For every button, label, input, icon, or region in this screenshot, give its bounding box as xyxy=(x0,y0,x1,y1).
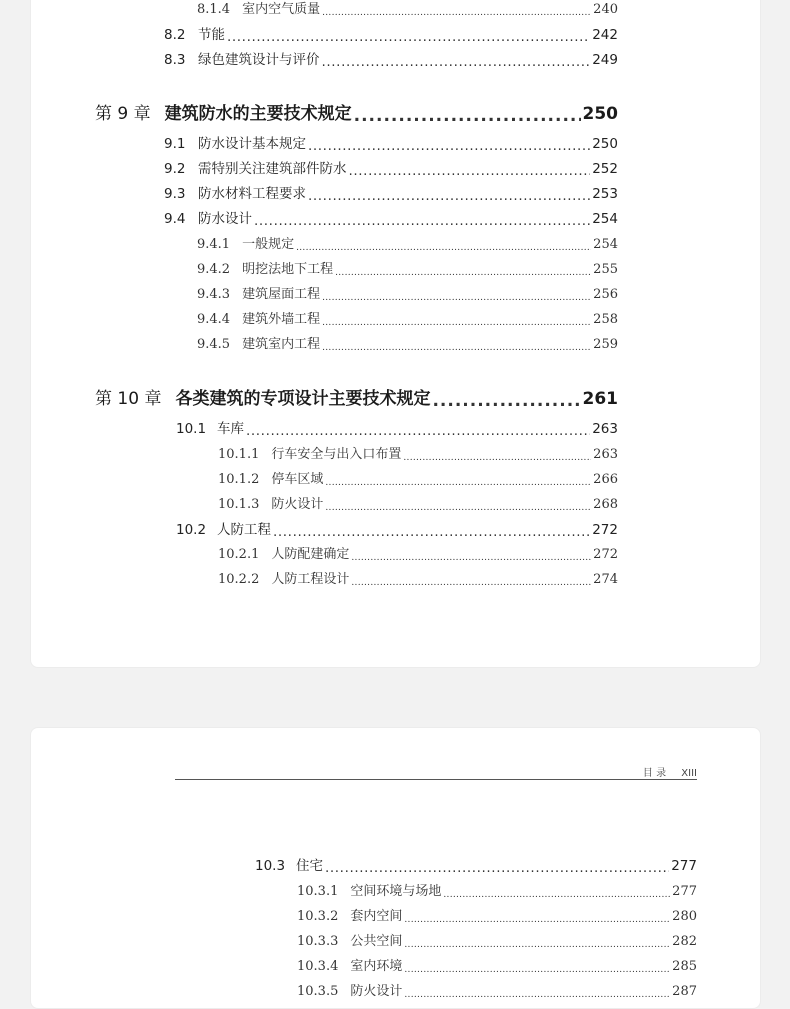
dot-leader xyxy=(404,936,670,949)
dot-leader xyxy=(227,29,590,43)
toc-title: 需特别关注建筑部件防水 xyxy=(198,161,347,177)
toc-page-number: 240 xyxy=(593,2,618,17)
toc-row[interactable] xyxy=(197,283,618,302)
toc-number: 10.3.4 xyxy=(297,959,339,974)
toc-number: 10.3.2 xyxy=(297,909,339,924)
toc-page-number: 277 xyxy=(672,884,697,899)
toc-chapter-row[interactable] xyxy=(95,384,618,409)
running-header xyxy=(175,764,697,780)
chapter-title: 各类建筑的专项设计主要技术规定 xyxy=(175,389,431,409)
toc-number: 10.2 xyxy=(176,522,207,538)
toc-page-number: 249 xyxy=(592,52,618,68)
toc-title: 室内空气质量 xyxy=(242,2,321,17)
toc-title: 人防配建确定 xyxy=(271,547,350,562)
dot-leader xyxy=(273,524,590,538)
toc-number: 9.4.1 xyxy=(197,237,231,252)
toc-row[interactable] xyxy=(218,543,618,562)
toc-title: 停车区域 xyxy=(271,472,324,487)
toc-title: 人防工程 xyxy=(217,522,271,538)
toc-row[interactable] xyxy=(197,333,618,352)
toc-row[interactable] xyxy=(164,157,618,177)
toc-number: 8.2 xyxy=(164,27,186,43)
toc-title: 公共空间 xyxy=(350,934,403,949)
toc-page-number: 285 xyxy=(672,959,697,974)
toc-row[interactable] xyxy=(297,905,697,924)
toc-number: 9.3 xyxy=(164,186,186,202)
toc-number: 10.2.1 xyxy=(218,547,260,562)
toc-title: 防水材料工程要求 xyxy=(198,186,306,202)
toc-page-number: 259 xyxy=(593,337,618,352)
dot-leader xyxy=(354,106,581,123)
toc-title: 防水设计基本规定 xyxy=(198,136,306,152)
toc-title: 室内环境 xyxy=(350,959,403,974)
toc-number: 8.3 xyxy=(164,52,186,68)
toc-title: 明挖法地下工程 xyxy=(242,262,334,277)
dot-leader xyxy=(325,499,591,512)
toc-page-number: 254 xyxy=(593,237,618,252)
header-label: 目 录 xyxy=(642,768,667,779)
toc-row[interactable] xyxy=(218,493,618,512)
toc-page-number: 272 xyxy=(592,522,618,538)
toc-row[interactable] xyxy=(297,955,697,974)
toc-title: 防火设计 xyxy=(350,984,403,999)
dot-leader xyxy=(403,449,591,462)
dot-leader xyxy=(246,423,590,437)
toc-row[interactable] xyxy=(197,258,618,277)
toc-title: 防水设计 xyxy=(198,211,252,227)
toc-page-number: 272 xyxy=(593,547,618,562)
toc-title: 一般规定 xyxy=(242,237,295,252)
toc-row[interactable] xyxy=(164,132,618,152)
dot-leader xyxy=(254,213,590,227)
toc-row[interactable] xyxy=(218,568,618,587)
toc-row[interactable] xyxy=(197,233,618,252)
dot-leader xyxy=(322,339,591,352)
toc-page-number: 274 xyxy=(593,572,618,587)
toc-row[interactable] xyxy=(164,182,618,202)
toc-row[interactable] xyxy=(297,880,697,899)
toc-page-number: 263 xyxy=(593,447,618,462)
toc-number: 9.2 xyxy=(164,161,186,177)
toc-number: 10.1.3 xyxy=(218,497,260,512)
toc-row[interactable] xyxy=(255,854,697,874)
toc-chapter-row[interactable] xyxy=(95,99,618,124)
toc-row[interactable] xyxy=(164,48,618,68)
toc-number: 9.4 xyxy=(164,211,186,227)
toc-number: 10.3 xyxy=(255,858,286,874)
toc-title: 建筑屋面工程 xyxy=(242,287,321,302)
dot-leader xyxy=(351,549,591,562)
toc-number: 10.1.1 xyxy=(218,447,260,462)
dot-leader xyxy=(404,911,670,924)
toc-page-number: 261 xyxy=(582,389,618,409)
toc-page-number: 280 xyxy=(672,909,697,924)
chapter-title: 建筑防水的主要技术规定 xyxy=(164,104,352,124)
header-page-roman: XIII xyxy=(681,768,697,779)
dot-leader xyxy=(349,163,591,177)
dot-leader xyxy=(322,289,591,302)
toc-page-1 xyxy=(30,0,761,668)
toc-page-number: 277 xyxy=(671,858,697,874)
toc-number: 9.4.5 xyxy=(197,337,231,352)
toc-page-number: 254 xyxy=(592,211,618,227)
toc-title: 节能 xyxy=(198,27,225,43)
toc-page-number: 258 xyxy=(593,312,618,327)
dot-leader xyxy=(308,138,590,152)
toc-page-number: 250 xyxy=(592,136,618,152)
chapter-number: 第 9 章 xyxy=(95,104,151,124)
toc-title: 住宅 xyxy=(296,858,323,874)
dot-leader xyxy=(322,54,591,68)
toc-row[interactable] xyxy=(297,930,697,949)
dot-leader xyxy=(308,188,590,202)
toc-page-number: 268 xyxy=(593,497,618,512)
toc-title: 建筑外墙工程 xyxy=(242,312,321,327)
toc-number: 10.3.5 xyxy=(297,984,339,999)
toc-title: 建筑室内工程 xyxy=(242,337,321,352)
toc-row[interactable] xyxy=(176,417,618,437)
toc-number: 9.4.2 xyxy=(197,262,231,277)
toc-number: 10.1.2 xyxy=(218,472,260,487)
toc-number: 10.1 xyxy=(176,421,207,437)
toc-row[interactable] xyxy=(197,308,618,327)
toc-title: 空间环境与场地 xyxy=(350,884,442,899)
toc-number: 8.1.4 xyxy=(197,2,231,17)
dot-leader xyxy=(325,860,669,874)
toc-page-number: 282 xyxy=(672,934,697,949)
toc-row[interactable] xyxy=(197,0,618,17)
toc-number: 9.1 xyxy=(164,136,186,152)
toc-row[interactable] xyxy=(297,980,697,999)
toc-title: 车库 xyxy=(217,421,244,437)
toc-title: 人防工程设计 xyxy=(271,572,350,587)
dot-leader xyxy=(443,886,670,899)
dot-leader xyxy=(322,314,591,327)
toc-title: 行车安全与出入口布置 xyxy=(271,447,402,462)
dot-leader xyxy=(335,264,591,277)
toc-row[interactable] xyxy=(176,518,618,538)
toc-title: 防火设计 xyxy=(271,497,324,512)
toc-page-number: 263 xyxy=(592,421,618,437)
toc-number: 10.3.1 xyxy=(297,884,339,899)
toc-page-number: 256 xyxy=(593,287,618,302)
toc-number: 10.2.2 xyxy=(218,572,260,587)
toc-page-number: 252 xyxy=(592,161,618,177)
dot-leader xyxy=(296,239,591,252)
dot-leader xyxy=(325,474,591,487)
dot-leader xyxy=(404,961,670,974)
toc-row[interactable] xyxy=(218,468,618,487)
toc-page-number: 253 xyxy=(592,186,618,202)
toc-number: 9.4.3 xyxy=(197,287,231,302)
dot-leader xyxy=(404,986,670,999)
toc-page-number: 250 xyxy=(582,104,618,124)
toc-page-2 xyxy=(30,727,761,1009)
toc-title: 套内空间 xyxy=(350,909,403,924)
chapter-number: 第 10 章 xyxy=(95,389,162,409)
dot-leader xyxy=(432,391,580,408)
toc-row[interactable] xyxy=(164,207,618,227)
toc-page-number: 255 xyxy=(593,262,618,277)
toc-number: 9.4.4 xyxy=(197,312,231,327)
dot-leader xyxy=(351,574,591,587)
toc-row[interactable] xyxy=(218,443,618,462)
toc-page-number: 242 xyxy=(592,27,618,43)
dot-leader xyxy=(322,4,591,17)
toc-title: 绿色建筑设计与评价 xyxy=(198,52,320,68)
toc-row[interactable] xyxy=(164,23,618,43)
toc-page-number: 287 xyxy=(672,984,697,999)
toc-number: 10.3.3 xyxy=(297,934,339,949)
toc-page-number: 266 xyxy=(593,472,618,487)
